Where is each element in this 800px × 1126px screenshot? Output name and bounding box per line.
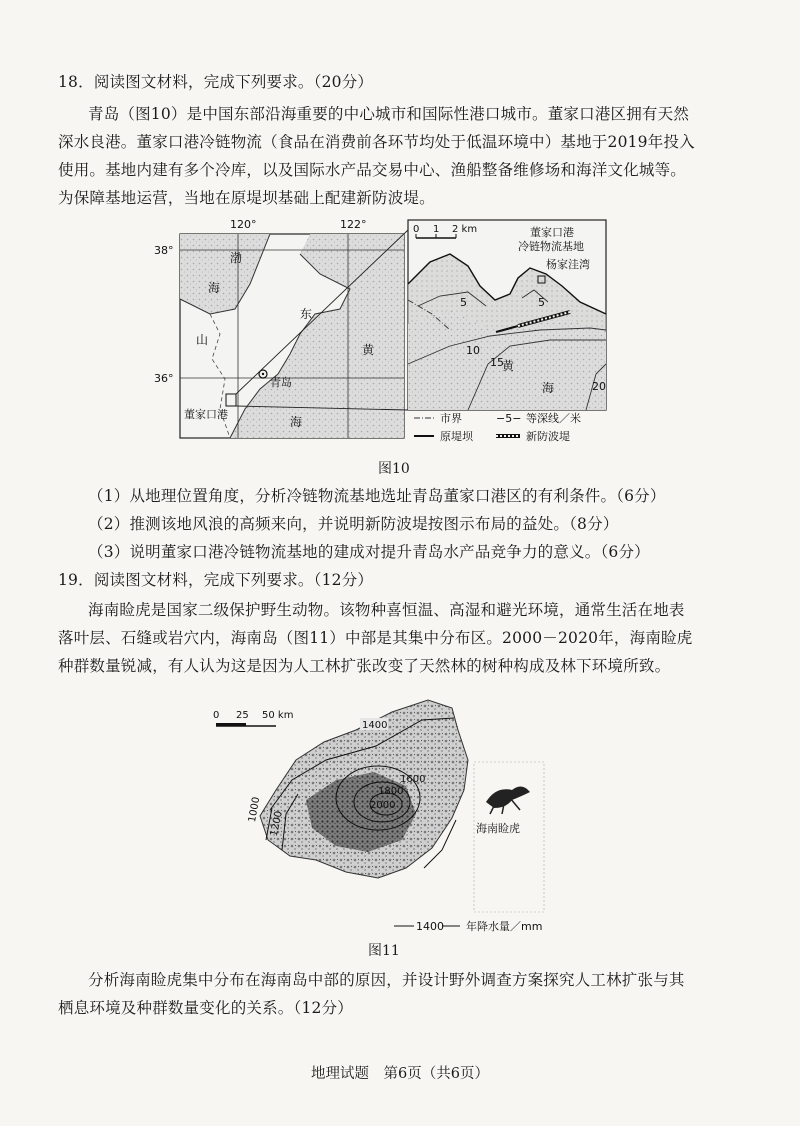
figure-10-caption: 图10 (378, 461, 410, 477)
contour-1800-label: 1800 (378, 786, 404, 797)
q19-paragraph-line-1: 海南睑虎是国家二级保护野生动物。该物种喜恒温、高湿和避光环境，通常生活在地表 (88, 601, 685, 619)
legend-old-dam-text: 原堤坝 (440, 430, 473, 443)
contour-2000-label: 2000 (370, 800, 396, 811)
legend-isobath-text: 等深线／米 (526, 412, 581, 425)
base-name-line2: 冷链物流基地 (518, 240, 584, 253)
q19-heading: 19．阅读图文材料，完成下列要求。（12分） (58, 571, 374, 589)
dong-label: 东 (300, 307, 313, 321)
scale-1-label: 1 (433, 224, 440, 235)
huanghai-hai-label: 海 (290, 415, 303, 429)
right-huang-label: 黄 (502, 359, 515, 373)
right-hai-label: 海 (542, 381, 555, 395)
figure-10-maps (150, 214, 610, 450)
isobath-15-label: 15 (490, 356, 504, 369)
q18-paragraph-line-3: 使用。基地内建有多个冷库，以及国际水产品交易中心、渔船整备维修场和海洋文化城等。 (58, 161, 687, 179)
hainan-scale-25: 25 (236, 710, 249, 721)
gecko-inset-box (474, 762, 544, 912)
lat-36-label: 36° (154, 372, 174, 385)
bay-label: 杨家洼湾 (546, 258, 590, 271)
huanghai-huang-label: 黄 (362, 343, 375, 357)
dongjiakou-label: 董家口港 (184, 408, 228, 421)
lon-120-label: 120° (230, 218, 257, 231)
gecko-label: 海南睑虎 (476, 822, 520, 835)
shan-label: 山 (196, 333, 209, 347)
q18-heading: 18．阅读图文材料，完成下列要求。（20分） (58, 73, 374, 91)
lat-38-label: 38° (154, 244, 174, 257)
isobath-20-label: 20 (592, 380, 606, 393)
hainan-scale-50km: 50 km (262, 710, 294, 721)
scale-0-label: 0 (413, 224, 420, 235)
legend-isobath-value: −5− (496, 412, 522, 425)
contour-1600-label: 1600 (400, 774, 426, 785)
isobath-10-label: 10 (466, 344, 480, 357)
bohai-hai-label: 海 (208, 281, 221, 295)
legend-rain-value: 1400 (416, 920, 444, 933)
q18-paragraph-line-2: 深水良港。董家口港冷链物流（食品在消费前各环节均处于低温环境中）基地于2019年投入 (58, 133, 695, 151)
q19-paragraph-line-2: 落叶层、石缝或岩穴内，海南岛（图11）中部是其集中分布区。2000－2020年，海南睑虎 (58, 629, 693, 647)
isobath-5a-label: 5 (460, 296, 467, 309)
bo-label: 渤 (230, 251, 243, 265)
contour-1400-label: 1400 (362, 720, 388, 731)
figure-11-hainan-map (206, 690, 566, 936)
q19-task-line-2: 栖息环境及种群数量变化的关系。（12分） (58, 999, 353, 1017)
lon-122-label: 122° (340, 218, 367, 231)
q19-task-line-1: 分析海南睑虎集中分布在海南岛中部的原因，并设计野外调查方案探究人工林扩张与其 (88, 971, 685, 989)
page-footer: 地理试题 第6页（共6页） (311, 1066, 489, 1082)
q18-question-3: （3）说明董家口港冷链物流基地的建成对提升青岛水产品竞争力的意义。（6分） (88, 543, 650, 561)
qingdao-city-dot (262, 373, 264, 375)
contour-1200-label: 1200 (268, 810, 285, 838)
q18-paragraph-line-1: 青岛（图10）是中国东部沿海重要的中心城市和国际性港口城市。董家口港区拥有天然 (88, 105, 690, 123)
legend-rain-text: 年降水量／mm (466, 920, 543, 933)
q19-paragraph-line-3: 种群数量锐减，有人认为这是因为人工林扩张改变了天然林的树种构成及林下环境所致。 (58, 657, 671, 675)
q18-question-2: （2）推测该地风浪的高频来向，并说明新防波堤按图示布局的益处。（8分） (88, 515, 619, 533)
contour-1000-label: 1000 (247, 796, 263, 824)
q18-question-1: （1）从地理位置角度，分析冷链物流基地选址青岛董家口港区的有利条件。（6分） (88, 487, 666, 505)
hainan-scale-segment (216, 723, 246, 726)
legend-city-boundary-text: 市界 (440, 412, 462, 425)
figure-11-caption: 图11 (368, 943, 400, 959)
legend-new-breakwater-text: 新防波堤 (526, 430, 570, 443)
isobath-5b-label: 5 (538, 296, 545, 309)
hainan-scale-0: 0 (213, 710, 220, 721)
scale-2km-label: 2 km (452, 224, 478, 235)
q18-paragraph-line-4: 为保障基地运营，当地在原堤坝基础上配建新防波堤。 (58, 189, 435, 207)
qingdao-label: 青岛 (270, 376, 292, 389)
base-name-line1: 董家口港 (530, 226, 574, 239)
